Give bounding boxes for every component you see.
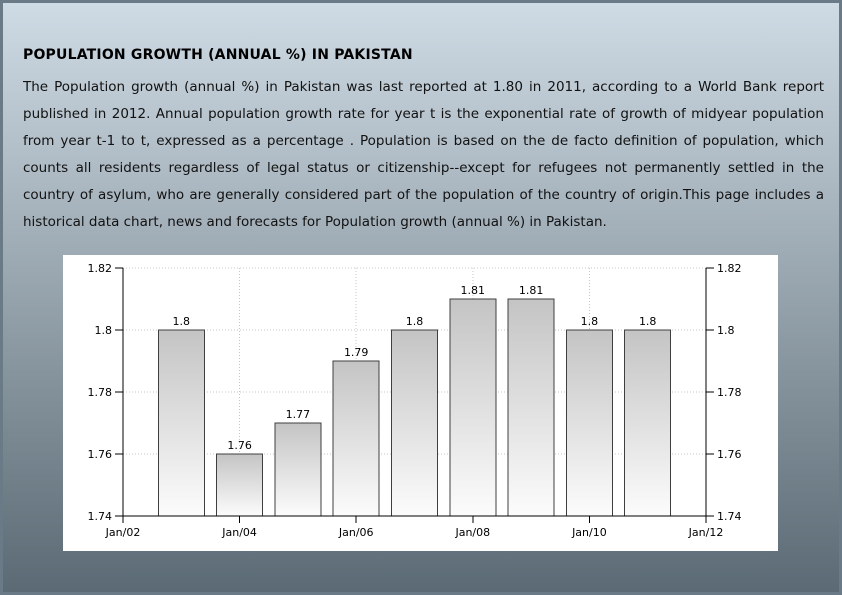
y-axis-label-right: 1.8 (717, 324, 735, 337)
bar-value-label: 1.8 (405, 315, 424, 328)
bar (275, 423, 321, 516)
bar-value-label: 1.8 (172, 315, 191, 328)
bar (333, 361, 379, 516)
page-title: POPULATION GROWTH (ANNUAL %) IN PAKISTAN (23, 47, 413, 63)
bar (450, 299, 496, 516)
x-axis-label: Jan/12 (688, 526, 724, 539)
y-axis-label-left: 1.74 (87, 510, 112, 523)
y-axis-label-right: 1.78 (717, 386, 742, 399)
chart-panel (63, 255, 778, 551)
bar-value-label: 1.77 (285, 408, 311, 421)
bar-value-label: 1.76 (227, 439, 252, 452)
y-axis-label-left: 1.76 (87, 448, 112, 461)
bar (158, 330, 204, 516)
y-axis-label-right: 1.76 (717, 448, 742, 461)
bar-value-label: 1.8 (580, 315, 599, 328)
bar (566, 330, 612, 516)
y-axis-label-left: 1.8 (94, 324, 112, 337)
y-axis-label-right: 1.74 (717, 510, 742, 523)
bar-value-label: 1.79 (343, 346, 369, 359)
page-description: The Population growth (annual %) in Pakistan was last reported at 1.80 in 2011, according to a World Bank report published in 2012. Annual population growth rate for year t is the exponential rate of growth of midyear population from year t-1 to t, expressed as a percentage . Population is based on the de facto definition of population, which counts all residents regardless of legal status or citizenship--except for refugees not permanently settled in the country of asylum, who are generally considered part of the population of the country of origin.This page includes a historical data chart, news and forecasts for Population growth (annual %) in Pakistan. (23, 79, 824, 230)
y-axis-label-left: 1.82 (87, 262, 112, 275)
bar (217, 454, 263, 516)
x-axis-label: Jan/06 (338, 526, 374, 539)
x-axis-label: Jan/04 (222, 526, 257, 539)
y-axis-label-right: 1.82 (717, 262, 742, 275)
bar (392, 330, 438, 516)
bar-value-label: 1.8 (638, 315, 657, 328)
bar (508, 299, 554, 516)
bar (625, 330, 671, 516)
bar-value-label: 1.81 (460, 284, 486, 297)
bar-value-label: 1.81 (518, 284, 544, 297)
x-axis-label: Jan/10 (572, 526, 607, 539)
population-growth-bar-chart (63, 255, 778, 551)
y-axis-label-left: 1.78 (87, 386, 112, 399)
x-axis-label: Jan/02 (105, 526, 141, 539)
x-axis-label: Jan/08 (455, 526, 491, 539)
